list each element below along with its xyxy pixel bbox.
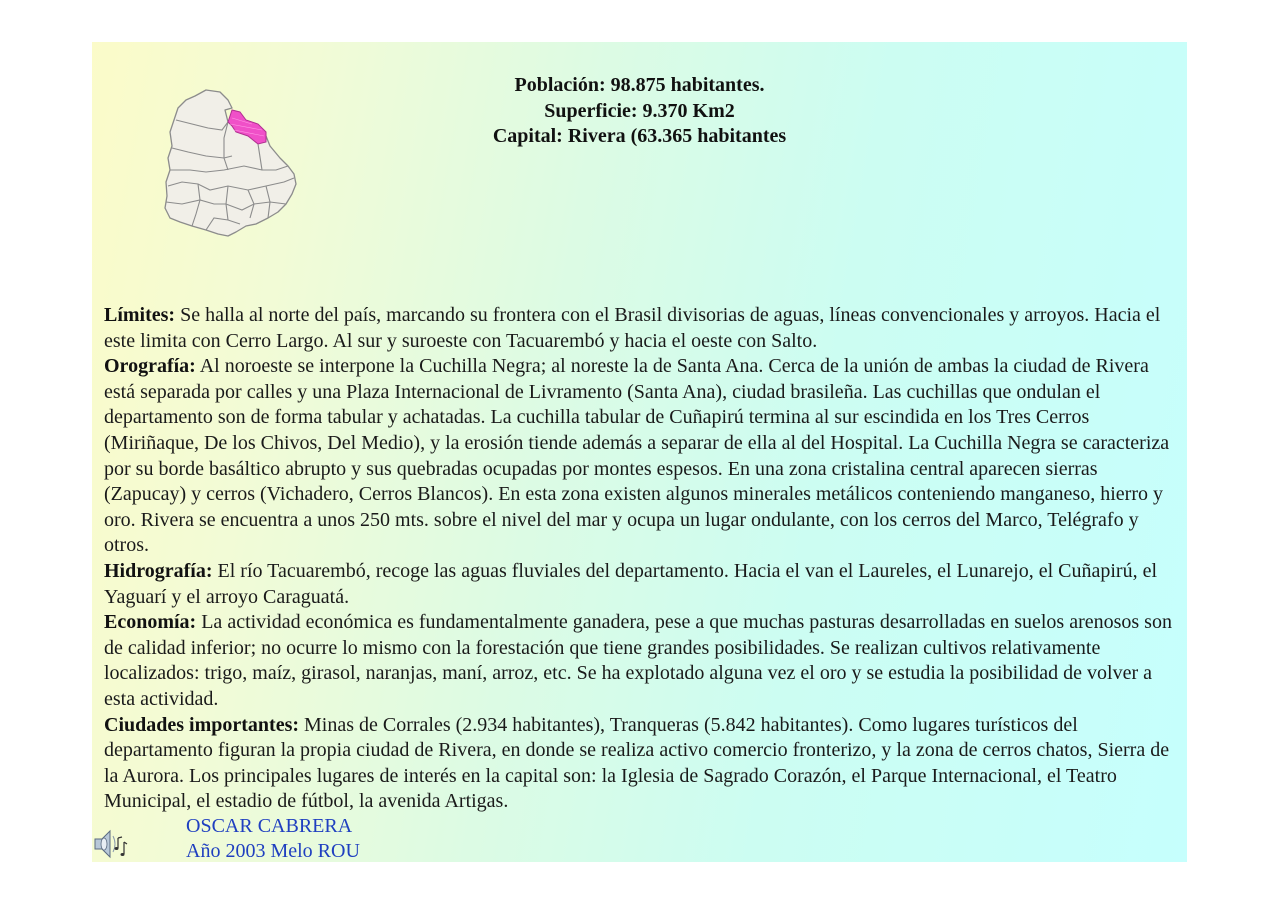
author-name: OSCAR CABRERA bbox=[186, 815, 353, 837]
uruguay-map-icon bbox=[162, 86, 312, 242]
section-text: El río Tacuarembó, recoge las aguas fluviales del departamento. Hacia el van el Laureles, el Lunarejo, el Cuñapirú, el Yaguarí y el arroyo Caraguatá. bbox=[104, 559, 1158, 608]
section-label: Orografía: bbox=[104, 355, 196, 378]
area-stat: Superficie: 9.370 Km2 bbox=[544, 99, 735, 122]
speaker-sound-icon[interactable] bbox=[92, 826, 132, 862]
department-stats bbox=[452, 73, 827, 150]
section-economia bbox=[104, 610, 1179, 712]
section-label: Hidrografía: bbox=[104, 559, 213, 582]
section-text: Al noroeste se interpone la Cuchilla Negra; al noreste la de Santa Ana. Cerca de la unión de ambas la ciudad de Rivera está separada por calles y una Plaza Internacional de Livramento (Santa Ana), ciudad brasileña. Las cuchillas que ondulan el departamento son de forma tabular y achatadas. La cuchilla tabular de Cuñapirú termina al sur escindida en los Tres Cerros (Miriñaque, De los Chivos, Del Medio), y la erosión tiende además a separar de ella al del Hospital. La Cuchilla Negra se caracteriza por su borde basáltico abrupto y sus quebradas ocupadas por montes espesos. En una zona cristalina central aparecen sierras (Zapucay) y cerros (Vichadero, Cerros Blancos). En esta zona existen algunos minerales metálicos conteniendo manganeso, hierro y oro. Rivera se encuentra a unos 250 mts. sobre el nivel del mar y ocupa un lugar ondulante, con los cerros del Marco, Telégrafo y otros. bbox=[104, 355, 1170, 557]
section-label: Ciudades importantes: bbox=[104, 713, 300, 736]
department-description bbox=[104, 303, 1179, 815]
section-ciudades bbox=[104, 713, 1179, 815]
section-label: Límites: bbox=[104, 304, 176, 326]
section-text: La actividad económica es fundamentalmente ganadera, pese a que muchas pasturas desarrolladas en suelos arenosos son de calidad inferior; no ocurre lo mismo con la forestación que tiene grandes posibilidades. Se realizan cultivos relativamente localizados: trigo, maíz, girasol, naranjas, maní, arroz, etc. Se ha explotado alguna vez el oro y se estudia la posibilidad de volver a esta actividad. bbox=[104, 611, 1172, 710]
section-label: Economía: bbox=[104, 611, 197, 634]
section-orografia bbox=[104, 354, 1179, 559]
section-limites bbox=[104, 303, 1179, 354]
section-text: Minas de Corrales (2.934 habitantes), Tranqueras (5.842 habitantes). Como lugares turísticos del departamento figuran la propia ciudad de Rivera, en donde se realiza activo comercio fronterizo, y la zona de cerros chatos, Sierra de la Aurora. Los principales lugares de interés en la capital son: la Iglesia de Sagrado Corazón, el Parque Internacional, el Teatro Municipal, el estadio de fútbol, la avenida Artigas. bbox=[104, 713, 1170, 813]
population-stat: Población: 98.875 habitantes. bbox=[514, 74, 765, 96]
author-year-location: Año 2003 Melo ROU bbox=[186, 840, 360, 862]
capital-stat: Capital: Rivera (63.365 habitantes bbox=[492, 125, 787, 147]
section-hidrografia bbox=[104, 559, 1179, 610]
author-footer bbox=[186, 814, 360, 864]
slide bbox=[92, 42, 1187, 862]
section-text: Se halla al norte del país, marcando su frontera con el Brasil divisorias de aguas, líneas convencionales y arroyos. Hacia el este limita con Cerro Largo. Al sur y suroeste con Tacuarembó y hacia el oeste con Salto. bbox=[104, 304, 1161, 352]
